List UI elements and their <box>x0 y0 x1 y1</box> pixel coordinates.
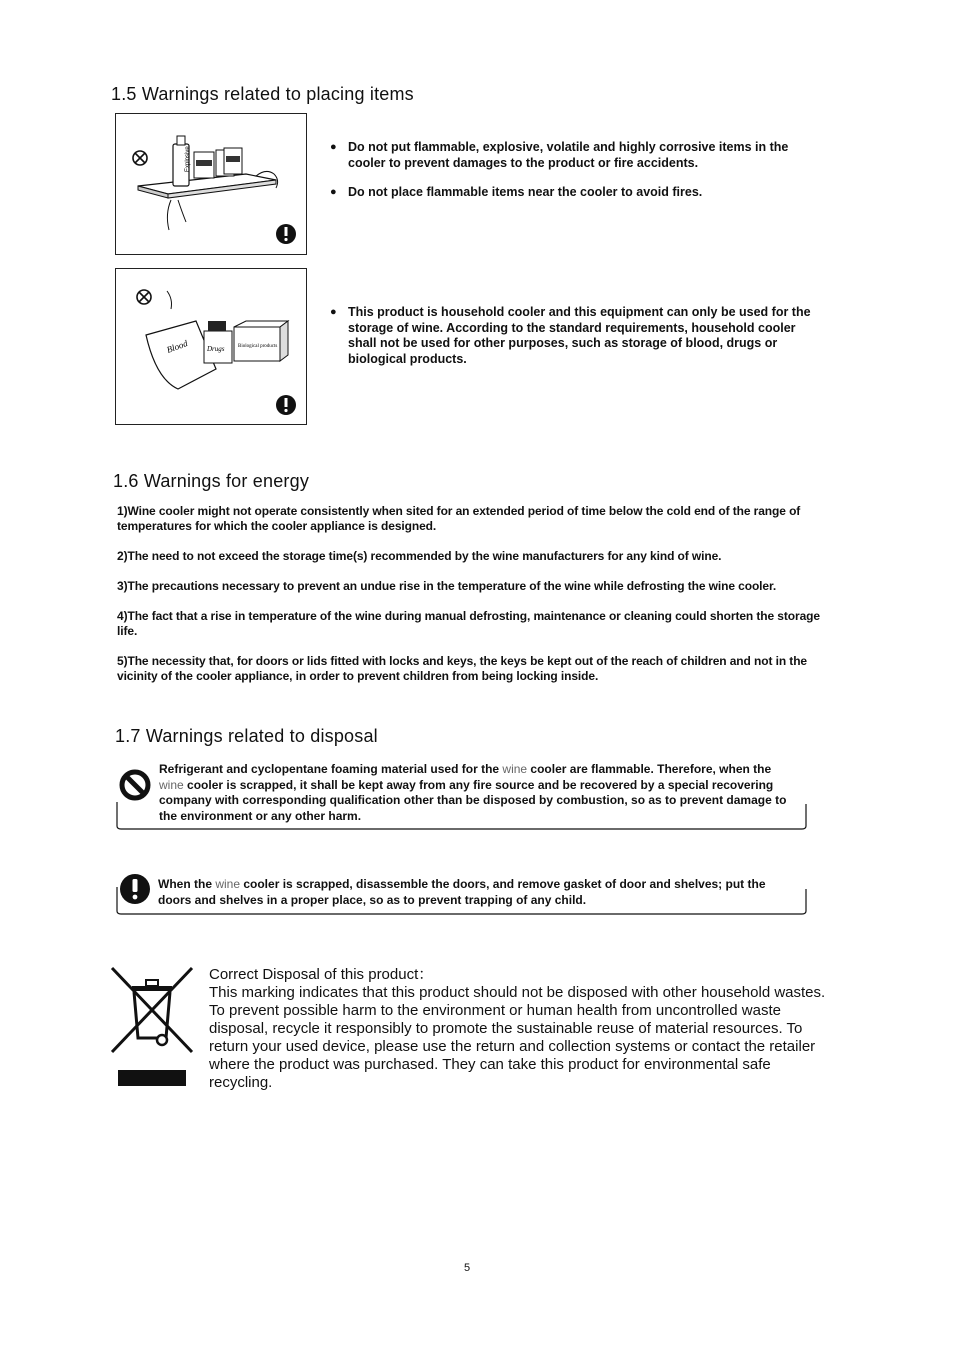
bullet-dot: ● <box>330 186 337 198</box>
weee-disposal-note <box>209 966 834 1092</box>
no-entry-icon <box>118 768 152 802</box>
text-span: cooler are flammable. Therefore, when the <box>527 762 772 776</box>
section-1-7-heading: 1.7 Warnings related to disposal <box>115 726 378 746</box>
crossed-out-wheelie-bin-icon <box>108 964 198 1089</box>
page-number: 5 <box>464 1262 471 1274</box>
bullet-item <box>330 185 820 201</box>
bullet-dot: ● <box>330 306 337 318</box>
biological-products-label: Biological products <box>238 344 278 349</box>
exclamation-warning-icon <box>118 872 152 906</box>
section-1-5-heading: 1.5 Warnings related to placing items <box>111 84 414 104</box>
bullet-item <box>330 140 820 171</box>
energy-item-4: 4)The fact that a rise in temperature of the wine during manual defrosting, maintenance or cleaning could shorten the storage life. <box>117 609 820 638</box>
section-1-6-heading: 1.6 Warnings for energy <box>113 471 310 491</box>
bullet-text: Do not place flammable items near the cooler to avoid fires. <box>348 185 703 199</box>
bullet-item <box>330 305 820 367</box>
wine-word: wine <box>502 762 528 776</box>
bullets-storage <box>330 305 820 381</box>
exclamation-warning-icon <box>276 395 296 415</box>
blood-label: Blood <box>165 338 189 355</box>
prohibited-icon <box>137 290 151 304</box>
prohibited-icon <box>133 151 147 165</box>
disposal-flammable-text <box>159 762 789 824</box>
text-span: cooler is scrapped, disassemble the doors, and remove gasket of door and shelves; put the doors and shelves in a proper place, so as to prevent trapping of any child. <box>158 877 766 907</box>
energy-warnings-list <box>117 504 835 699</box>
drugs-label: Drugs <box>207 345 225 353</box>
shelf-with-bottles-illustration <box>116 114 306 254</box>
wine-word: wine <box>215 877 241 891</box>
text-span: cooler is scrapped, it shall be kept away from any fire source and be recovered by a special recovering company with corresponding qualification other than be disposed by combustion, so as to prevent damage to the environment or any other harm. <box>159 777 787 823</box>
bullet-text: This product is household cooler and this equipment can only be used for the storage of wine. According to the standard requirements, household cooler shall not be used for other purposes, such as storage of blood, drugs or biological products. <box>348 305 811 366</box>
blood-drugs-illustration <box>116 269 306 424</box>
energy-item-1: 1)Wine cooler might not operate consistently when sited for an extended period of time below the cold end of the range of temperatures for which the cooler appliance is designed. <box>117 504 801 533</box>
figure-flammable-items <box>115 113 307 255</box>
weee-title: Correct Disposal of this product： <box>209 966 434 983</box>
energy-item-5: 5)The necessity that, for doors or lids fitted with locks and keys, the keys be kept out of the reach of children and not in the vicinity of the cooler appliance, in order to prevent children from being locking inside. <box>117 654 807 683</box>
disposal-child-trap-text <box>158 877 798 908</box>
weee-body: This marking indicates that this product should not be disposed with other household wastes. To prevent possible harm to the environment or human health from uncontrolled waste disposal, recycle it responsibly to promote the sustainable reuse of material resources. To return your used device, please use the return and collection systems or contact the retailer where the product was purchased. They can take this product for environmental safe recycling. <box>209 984 826 1091</box>
exclamation-warning-icon <box>276 224 296 244</box>
bullets-flammable <box>330 140 820 215</box>
text-span: Refrigerant and cyclopentane foaming material used for the <box>159 762 503 776</box>
wine-word: wine <box>159 777 184 792</box>
energy-item-2: 2)The need to not exceed the storage time(s) recommended by the wine manufacturers for any kind of wine. <box>117 549 722 563</box>
explosive-label: Explosive <box>185 146 191 172</box>
energy-item-3: 3)The precautions necessary to prevent an undue rise in the temperature of the wine while defrosting the wine cooler. <box>117 579 777 593</box>
bullet-dot: ● <box>330 141 337 153</box>
text-span: When the <box>158 877 216 891</box>
figure-blood-drugs <box>115 268 307 425</box>
bullet-text: Do not put flammable, explosive, volatile and highly corrosive items in the cooler to prevent damages to the product or fire accidents. <box>348 140 789 170</box>
